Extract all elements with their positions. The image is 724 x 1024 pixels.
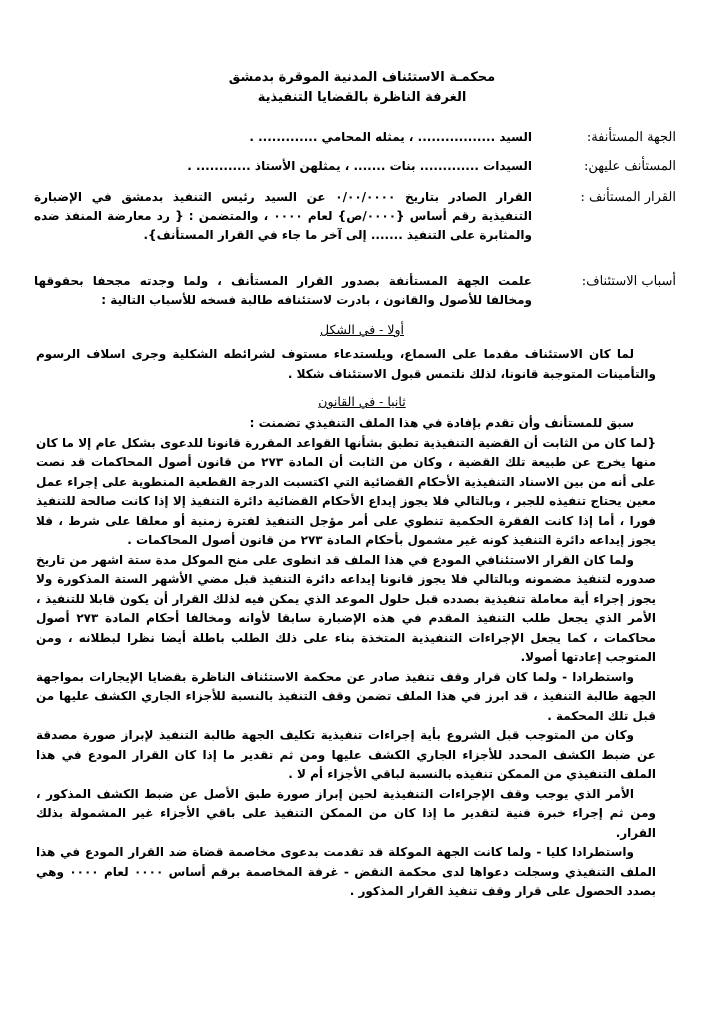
- section-form-body: [36, 345, 656, 384]
- section-law-body: [36, 414, 656, 902]
- section-form-paragraph: لما كان الاستئناف مقدما على السماع، ويلستدعاء مستوف لشرائطه الشكلية وجرى اسلاف الرسوم والتأمينات المتوجبة قانونا، لذلك نلتمس قبول الاستئناف شكلا .: [36, 347, 656, 381]
- law-paragraph: واستطرادا كليا - ولما كانت الجهة الموكلة قد تقدمت بدعوى مخاصمة قضاة ضد القرار المودع في هذا الملف التنفيذي وسجلت دعواها لدى محكمة النقض - غرفة المخاصمة برقم أساس ٠٠٠٠ لعام ٠٠٠٠ وهي بصدد الحصول على قرار وقف تنفيذ القرار المذكور .: [36, 845, 657, 898]
- document-header: [0, 68, 724, 108]
- law-paragraph: واستطرادا - ولما كان قرار وقف تنفيذ صادر عن محكمة الاستئناف الناظرة بقضايا الإيجارات بمواجهة الجهة طالبة التنفيذ ، قد ابرز في هذا الملف تضمن وقف التنفيذ بالنسبة للأجزاء الجاري الكشف عليها من قبل تلك المحكمة .: [36, 669, 656, 723]
- decision-text: القرار الصادر بتاريخ ٠/٠٠/٠٠٠٠ عن السيد رئيس التنفيذ بدمشق في الإضبارة التنفيذية رقم أساس {٠٠٠٠/ص} لعام ٠٠٠٠ ، والمتضمن : { رد معارضة المنفذ ضده والمثابرة على التنفيذ ....... إلى آخر ما جاء في القرار المستأنف}.: [34, 190, 532, 242]
- respondent-label: المستأنف عليهن:: [583, 159, 676, 174]
- appellant-label: الجهة المستأنفة:: [586, 130, 676, 145]
- reasons-text: علمت الجهة المستأنفة بصدور القرار المستأنف ، ولما وجدته مجحفا بحقوقها ومخالفا للأصول والقانون ، بادرت لاستئنافه طالبة فسخه للأسباب التالية :: [34, 274, 532, 307]
- section-form-title: أولا - في الشكل: [320, 322, 404, 337]
- court-name: محكمـة الاستئناف المدنية الموقرة بدمشق: [228, 70, 496, 85]
- respondent-value: السيدات ............. بنات ....... ، يمثلهن الأستاذ ............ .: [187, 159, 532, 173]
- law-paragraph: سبق للمستأنف وأن تقدم بإفادة في هذا الملف التنفيذي تضمنت :: [249, 416, 634, 430]
- law-paragraph: ولما كان القرار الاستئنافي المودع في هذا الملف قد انطوى على منح الموكل مدة ستة اشهر من تاريخ صدوره لتنفيذ مضمونه وبالتالي فلا يجوز قانونا إيداعه دائرة التنفيذ قبل مضي الأشهر الستة المذكورة ولا يجوز إجراء أية معاملة تنفيذية بصدده قبل حلول الموعد الذي يمكن فيه لذلك القرار أن يكون قابلا للتنفيذ ، الأمر الذي يجعل طلب التنفيذ المقدم في هذه الإضبارة سابقا لأوانه ومخالفا أحكام المادة ٢٧٣ أصول محاكمات ، كما يجعل الإجراءات التنفيذية المتخذة بناء على ذلك الطلب باطلة أيضا نظرا لبطلانه ، ومن المتوجب إعادتها أصولا.: [36, 552, 656, 664]
- chamber-name: الغرفة الناظرة بالقضايا التنفيذية: [257, 90, 467, 105]
- reasons-label: أسباب الاستئناف:: [581, 274, 676, 289]
- law-paragraph: {لما كان من الثابت أن القضية التنفيذية تطبق بشأنها القواعد المقررة قانونا للدعوى بشكل عام إلا ما كان منها يخرج عن طبيعة تلك القضية ، وكان من الثابت أن المادة ٢٧٣ من قانون أصول المحاكمات قد نصت على أنه من بين الاسناد التنفيذية الأحكام القضائية التي اكتسبت الدرجة القطعية المنطوية على إجراء عمل معين يحتاج تنفيذه للجبر ، وبالتالي فلا يجوز إيداع الأحكام القضائية دائرة التنفيذ إلا إذا كانت صالحة للتنفيذ فورا ، أما إذا كانت الفقرة الحكمية تنطوي على أمر مؤجل التنفيذ لفترة زمنية أو معلقا على شرط ، فلا يجوز إيداعه دائرة التنفيذ كونه غير مشمول بأحكام المادة ٢٧٣ من قانون أصول المحاكمات .: [36, 435, 656, 547]
- appellant-value: السيد ................. ، يمثله المحامي ............. .: [249, 130, 532, 144]
- section-law-title: ثانيا - في القانون: [318, 394, 406, 409]
- law-paragraph: وكان من المتوجب قبل الشروع بأية إجراءات تنفيذية تكليف الجهة طالبة التنفيذ لإبراز صورة مصدقة عن ضبط الكشف المحدد للأجزاء الجاري الكشف عليها ومن ثم تقدير ما إذا كان القرار المودع في هذا الملف التنفيذي من الممكن تنفيذه بالنسبة لباقي الأجزاء أم لا .: [36, 728, 656, 781]
- decision-label: القرار المستأنف :: [580, 190, 676, 205]
- law-paragraph: الأمر الذي يوجب وقف الإجراءات التنفيذية لحين إبراز صورة طبق الأصل عن ضبط الكشف المذكور ، ومن ثم إجراء خبرة فنية لتقدير ما إذا كان من الممكن التنفيذ على باقي الأجزاء غير المشمولة بذلك القرار.: [36, 786, 656, 840]
